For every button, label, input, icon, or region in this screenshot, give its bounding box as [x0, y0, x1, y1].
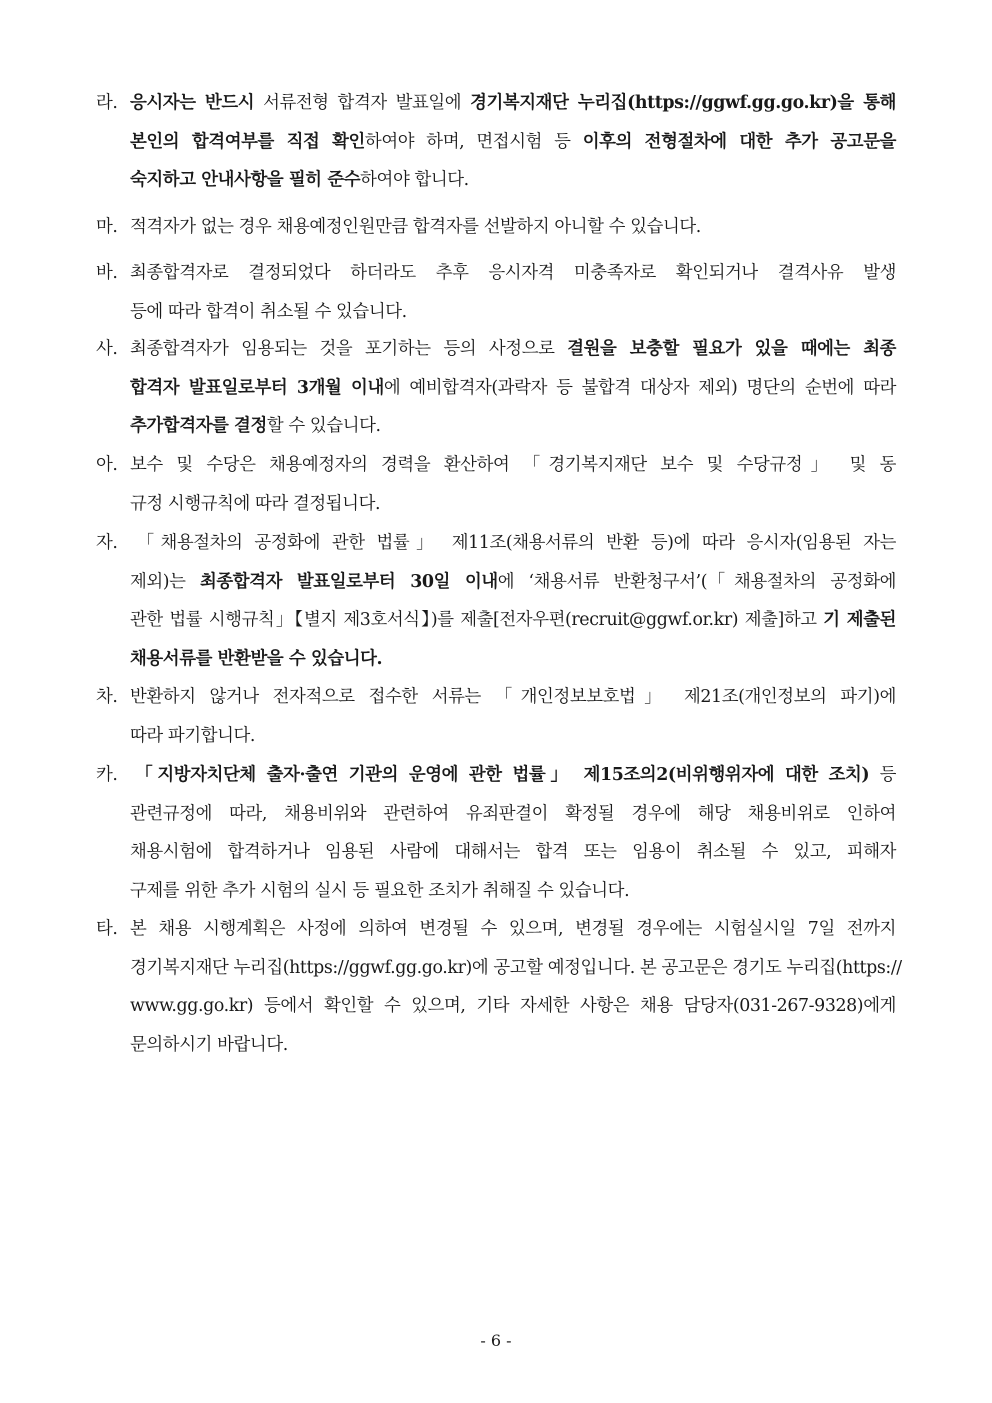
notice-line [96, 254, 896, 293]
notice-line [96, 640, 896, 679]
body-text: 반환하지 않거나 전자적으로 접수한 서류는 「개인정보보호법」 제21조(개인정보의 파기)에 [130, 687, 896, 707]
body-text: 제외)는 [130, 571, 200, 592]
notice-line [96, 123, 896, 162]
notice-line [96, 84, 896, 123]
notice-line [96, 833, 896, 872]
notice-line [96, 872, 896, 911]
body-text: 따라 파기합니다. [130, 725, 256, 746]
notice-item [96, 254, 896, 331]
notice-line [96, 795, 896, 834]
notice-line [96, 717, 896, 756]
item-marker: 사. [96, 339, 118, 359]
notice-item [96, 208, 896, 247]
notice-line [96, 524, 896, 563]
notice-line [96, 293, 896, 332]
emphasis-text: 추가합격자를 결정 [130, 416, 267, 436]
notice-line [96, 485, 896, 524]
body-text: 최종합격자가 임용되는 것을 포기하는 등의 사정으로 [130, 339, 568, 359]
body-text: 하여야 합니다. [360, 170, 469, 190]
item-marker: 마. [96, 217, 118, 237]
body-text: 관련규정에 따라, 채용비위와 관련하여 유죄판결이 확정될 경우에 해당 채용비위로 인하여 [130, 803, 896, 824]
notice-item [96, 756, 896, 910]
item-marker: 카. [96, 765, 118, 785]
emphasis-text: 채용서류를 반환받을 수 있습니다. [130, 648, 383, 669]
notice-item [96, 678, 896, 755]
body-text: 서류전형 합격자 발표일에 [254, 93, 471, 113]
body-text: 채용시험에 합격하거나 임용된 사람에 대해서는 합격 또는 임용이 취소될 수 있고, 피해자 [130, 842, 896, 862]
notice-item [96, 84, 896, 200]
body-text: 보수 및 수당은 채용예정자의 경력을 환산하여 「경기복지재단 보수 및 수당규정」 및 동 [130, 455, 896, 475]
emphasis-text: 숙지하고 안내사항을 필히 준수 [130, 170, 361, 190]
body-text: 에 ‘채용서류 반환청구서’(「채용절차의 공정화에 [497, 571, 896, 592]
item-marker: 아. [96, 455, 118, 475]
notice-item [96, 330, 896, 446]
emphasis-text: 본인의 합격여부를 직접 확인 [130, 131, 365, 152]
notice-line [96, 987, 896, 1026]
body-text: www.gg.go.kr) 등에서 확인할 수 있으며, 기타 자세한 사항은 채용 담당자(031-267-9328)에게 [130, 996, 896, 1016]
emphasis-text: 합격자 발표일로부터 3개월 이내 [130, 377, 384, 398]
item-marker: 타. [96, 919, 118, 939]
emphasis-text: 응시자는 반드시 [130, 93, 255, 113]
body-text: 하여야 하며, 면접시험 등 [364, 131, 583, 152]
notice-line [96, 446, 896, 485]
item-marker: 차. [96, 687, 118, 707]
body-text: 적격자가 없는 경우 채용예정인원만큼 합격자를 선발하지 아니할 수 있습니다. [130, 217, 701, 237]
body-text: 본 채용 시행계획은 사정에 의하여 변경될 수 있으며, 변경될 경우에는 시험실시일 7일 전까지 [130, 919, 896, 939]
notice-line [96, 1026, 896, 1065]
notice-line [96, 161, 896, 200]
notice-line [96, 208, 896, 247]
body-text: 에 예비합격자(과락자 등 불합격 대상자 제외) 명단의 순번에 따라 [383, 377, 897, 398]
emphasis-text: 결원을 보충할 필요가 있을 때에는 최종 [567, 339, 896, 359]
body-text: 규정 시행규칙에 따라 결정됩니다. [130, 493, 381, 514]
body-text: 관한 법률 시행규칙」【별지 제3호서식】)를 제출[전자우편(recruit@ggwf.or.kr) 제출]하고 [130, 610, 824, 630]
notice-item [96, 524, 896, 678]
body-text: 최종합격자로 결정되었다 하더라도 추후 응시자격 미충족자로 확인되거나 결격사유 발생 [130, 263, 896, 283]
body-text: 경기복지재단 누리집(https://ggwf.gg.go.kr)에 공고할 예정입니다. 본 공고문은 경기도 누리집(https:// [130, 957, 902, 978]
notice-line [96, 369, 896, 408]
emphasis-text: 이후의 전형절차에 대한 추가 공고문을 [582, 131, 897, 152]
notice-line [96, 910, 896, 949]
notice-line [96, 756, 896, 795]
emphasis-text: 기 제출된 [823, 610, 896, 630]
notice-item [96, 910, 902, 1064]
body-text: 할 수 있습니다. [266, 416, 381, 436]
body-text: 등에 따라 합격이 취소될 수 있습니다. [130, 301, 407, 322]
emphasis-text: 최종합격자 발표일로부터 30일 이내 [199, 571, 498, 592]
body-text: 등 [869, 765, 896, 785]
notice-line [96, 563, 896, 602]
notice-item [96, 446, 896, 523]
notice-line [96, 407, 896, 446]
body-text: 문의하시기 바랍니다. [130, 1034, 288, 1055]
item-marker: 자. [96, 533, 118, 553]
body-text: 구제를 위한 추가 시험의 실시 등 필요한 조치가 취해질 수 있습니다. [130, 880, 630, 901]
page-number: - 6 - [480, 1331, 512, 1350]
item-marker: 바. [96, 263, 118, 283]
notice-line [96, 601, 896, 640]
notice-line [96, 949, 902, 988]
emphasis-text: 「지방자치단체 출자·출연 기관의 운영에 관한 법률」 제15조의2(비위행위자에 대한 조치) [130, 765, 870, 785]
notice-line [96, 330, 896, 369]
emphasis-text: 경기복지재단 누리집(https://ggwf.gg.go.kr)을 통해 [470, 93, 897, 113]
body-text: 「채용절차의 공정화에 관한 법률」 제11조(채용서류의 반환 등)에 따라 응시자(임용된 자는 [130, 533, 896, 553]
item-marker: 라. [96, 93, 118, 113]
notice-line [96, 678, 896, 717]
